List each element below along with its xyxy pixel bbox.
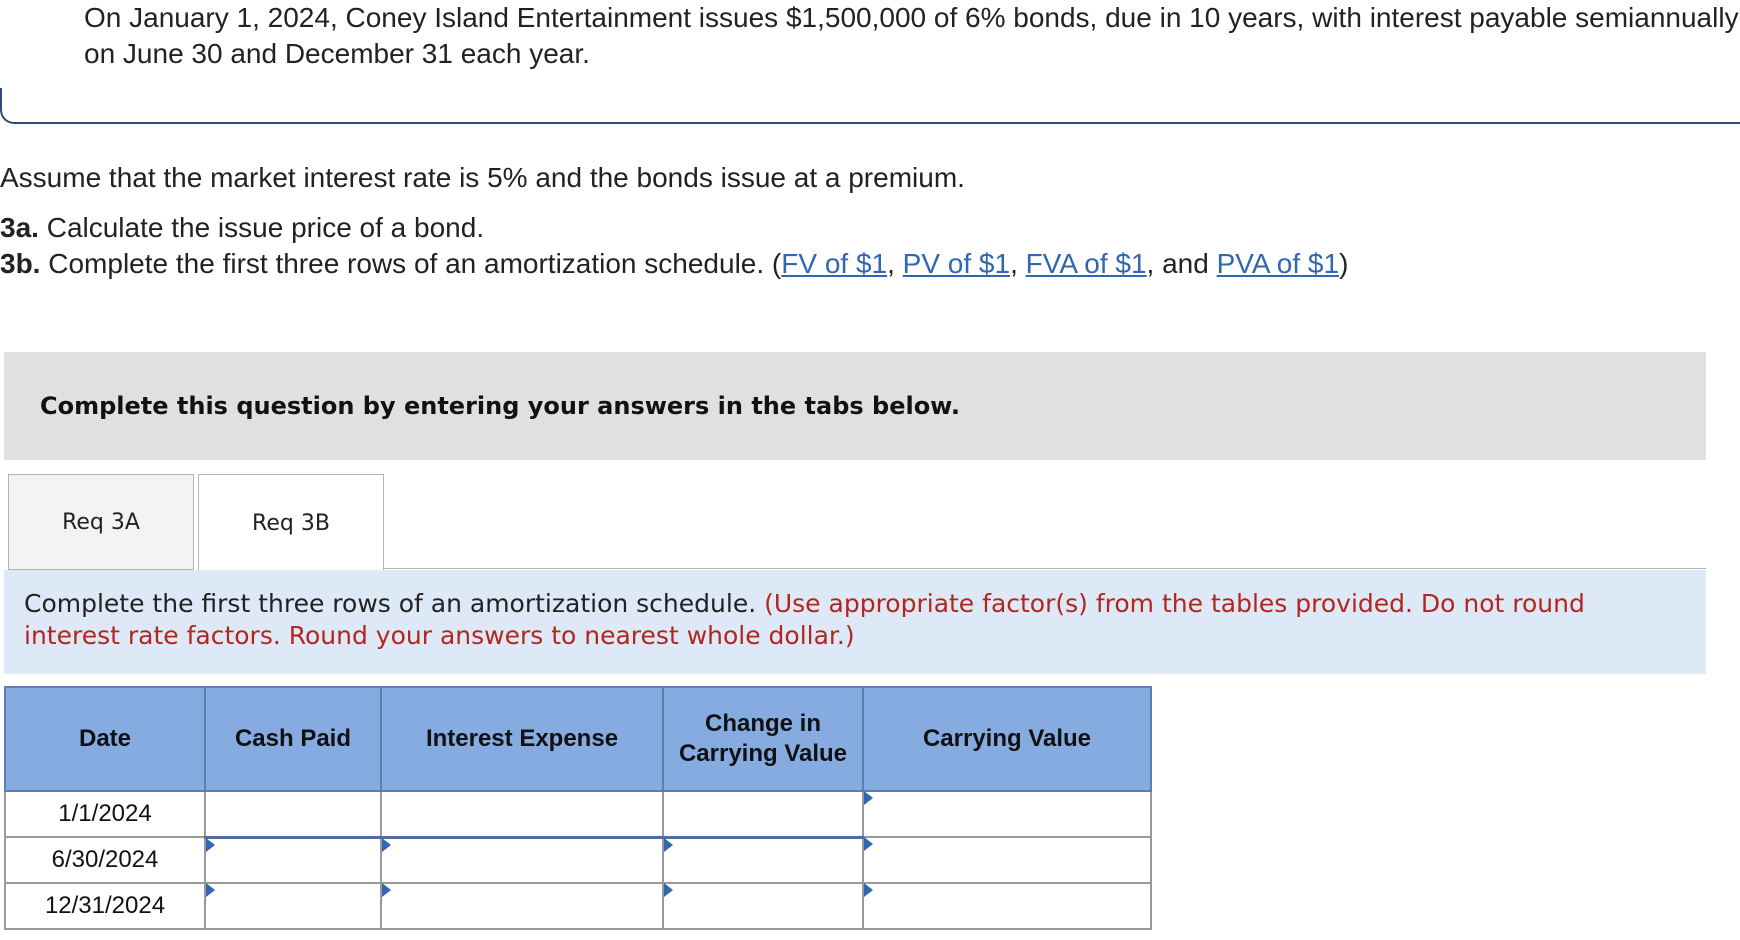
input-marker-icon (864, 837, 873, 851)
cash-paid-input-cell[interactable] (205, 883, 381, 929)
table-row (5, 883, 1151, 929)
amortization-table (4, 686, 1152, 930)
input-marker-icon (206, 838, 215, 852)
input-marker-icon (382, 883, 391, 897)
intro-divider (0, 88, 1740, 124)
assumption-text: Assume that the market interest rate is 5% and the bonds issue at a premium. (0, 162, 965, 193)
input-marker-icon (864, 883, 873, 897)
change-carrying-value-input[interactable] (664, 884, 862, 928)
table-row (5, 837, 1151, 883)
carrying-value-input-cell[interactable] (863, 791, 1151, 837)
input-marker-icon (664, 838, 673, 852)
date-cell: 1/1/2024 (5, 791, 205, 837)
requirement-3a (0, 212, 484, 244)
input-marker-icon (864, 791, 873, 805)
closing-paren: ) (1339, 248, 1349, 279)
requirement-3a-text: Calculate the issue price of a bond. (38, 212, 485, 243)
interest-expense-input-cell[interactable] (381, 837, 663, 883)
separator: , (887, 248, 903, 279)
pva-link[interactable]: PVA of $1 (1216, 248, 1340, 279)
change-carrying-value-input[interactable] (664, 839, 862, 883)
table-row (5, 791, 1151, 837)
fva-link[interactable]: FVA of $1 (1025, 248, 1147, 279)
separator: , and (1146, 248, 1217, 279)
interest-expense-input-cell[interactable] (381, 883, 663, 929)
date-cell: 12/31/2024 (5, 883, 205, 929)
cash-paid-cell (205, 791, 381, 837)
carrying-value-input[interactable] (864, 884, 1150, 928)
instruction-note: (Use appropriate factor(s) from the tables provided. Do not round interest rate factors. Round your answers to nearest whole dollar.) (24, 589, 1585, 650)
requirement-3b-label: 3b. (0, 248, 41, 279)
input-marker-icon (382, 838, 391, 852)
change-carrying-value-cell (663, 791, 863, 837)
tab-instructions (4, 570, 1706, 674)
tab-req-3b[interactable]: Req 3B (198, 474, 384, 571)
pv-link[interactable]: PV of $1 (902, 248, 1011, 279)
change-carrying-value-input-cell[interactable] (663, 883, 863, 929)
problem-intro: On January 1, 2024, Coney Island Entertainment issues $1,500,000 of 6% bonds, due in 10 years, with interest payable semiannually on June 30 and December 31 each year. (84, 2, 1739, 69)
header-interest-expense: Interest Expense (381, 687, 663, 791)
carrying-value-input[interactable] (864, 792, 1150, 836)
instructions-banner: Complete this question by entering your answers in the tabs below. (4, 352, 1706, 460)
tab-req-3a[interactable]: Req 3A (8, 474, 194, 570)
fv-link[interactable]: FV of $1 (781, 248, 888, 279)
change-carrying-value-input-cell[interactable] (663, 837, 863, 883)
header-cash-paid: Cash Paid (205, 687, 381, 791)
separator: , (1010, 248, 1026, 279)
input-marker-icon (206, 883, 215, 897)
requirement-3b-text: Complete the first three rows of an amortization schedule. ( (40, 248, 782, 279)
table-header-row (5, 687, 1151, 791)
carrying-value-input-cell[interactable] (863, 883, 1151, 929)
cash-paid-input[interactable] (206, 884, 380, 928)
header-change-carrying-value: Change in Carrying Value (663, 687, 863, 791)
header-carrying-value: Carrying Value (863, 687, 1151, 791)
input-marker-icon (664, 883, 673, 897)
cash-paid-input[interactable] (206, 839, 380, 883)
requirement-3b (0, 248, 1348, 280)
date-cell: 6/30/2024 (5, 837, 205, 883)
carrying-value-input[interactable] (864, 838, 1150, 882)
interest-expense-cell (381, 791, 663, 837)
instruction-text: Complete the first three rows of an amortization schedule. (24, 589, 757, 618)
tab-divider (384, 568, 1706, 569)
interest-expense-input[interactable] (382, 884, 662, 928)
requirement-3a-label: 3a. (0, 212, 39, 243)
interest-expense-input[interactable] (382, 839, 662, 883)
cash-paid-input-cell[interactable] (205, 837, 381, 883)
header-date: Date (5, 687, 205, 791)
carrying-value-input-cell[interactable] (863, 837, 1151, 883)
